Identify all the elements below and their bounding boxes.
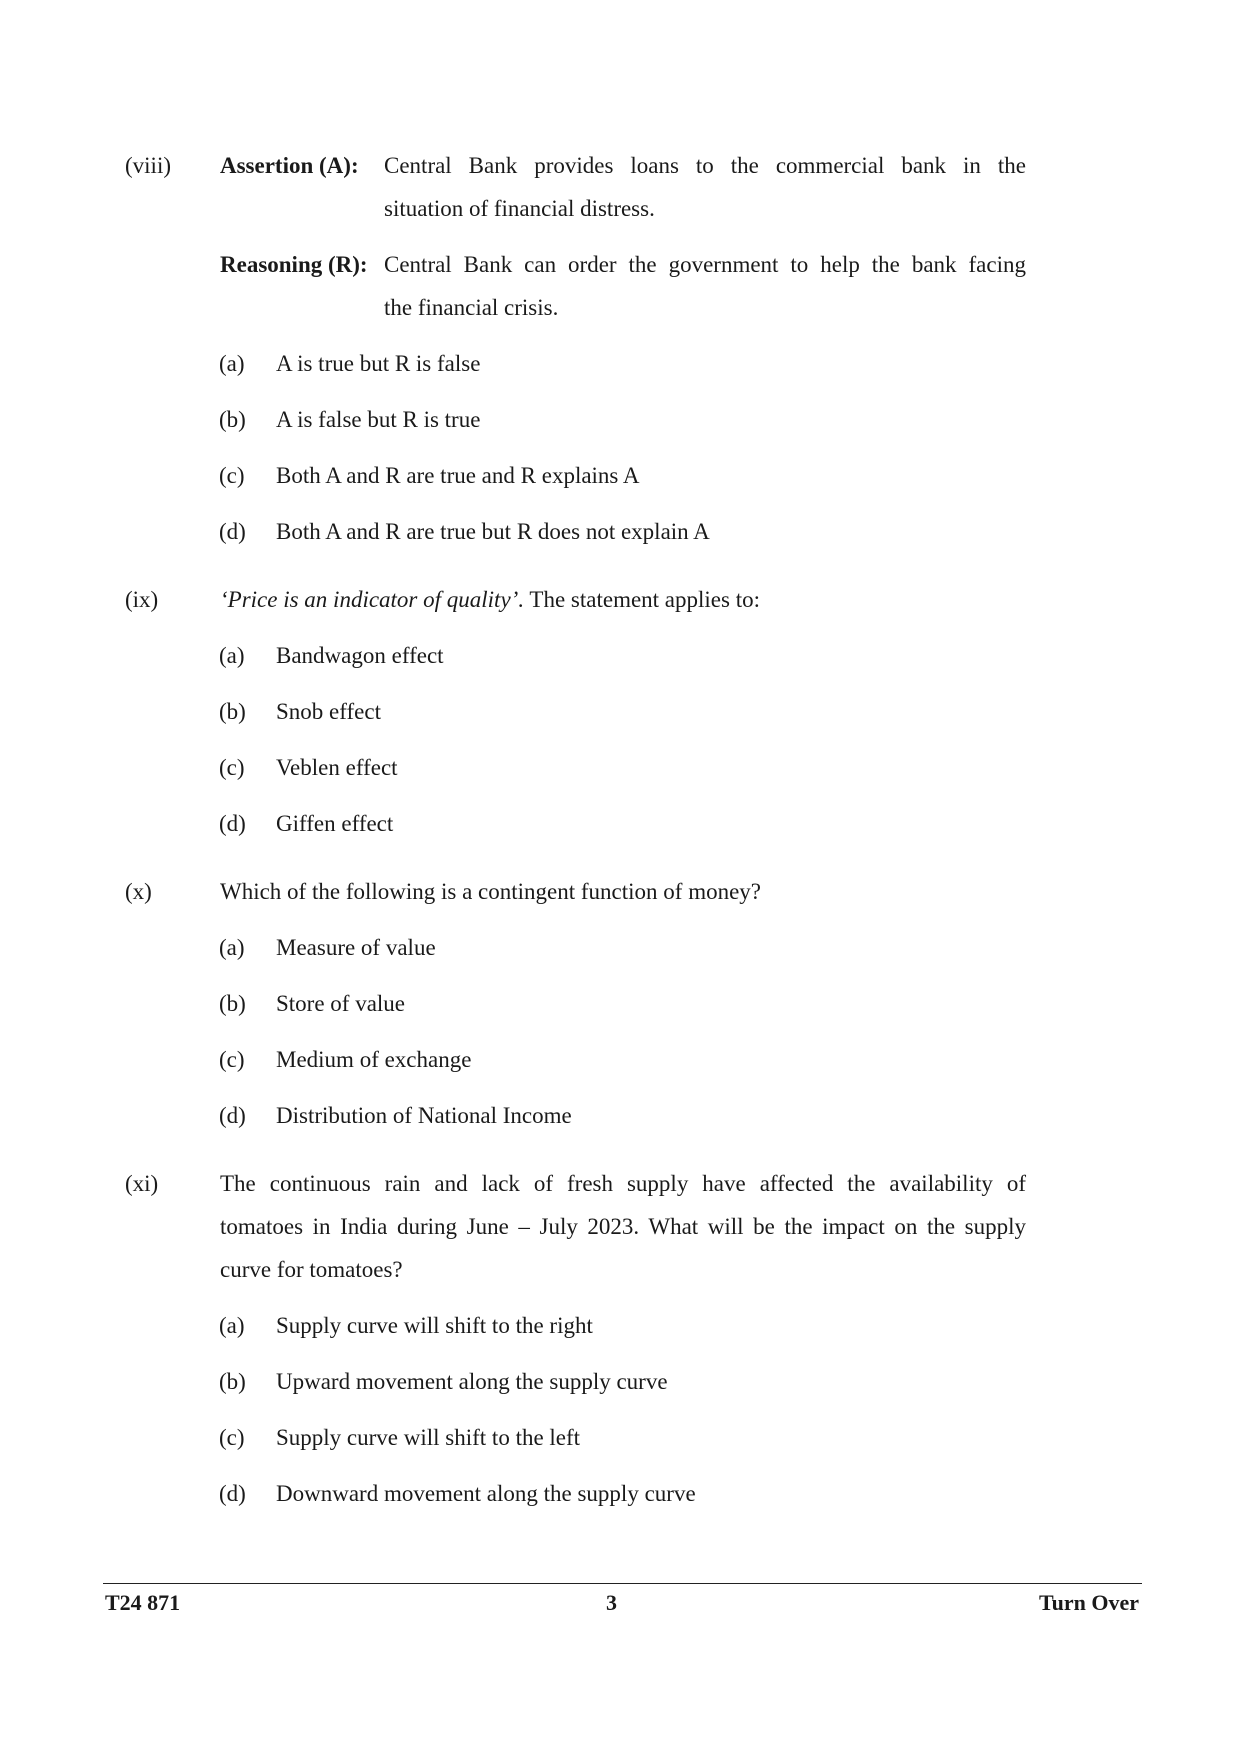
assertion-text-line1: Central Bank provides loans to the commercial bank in the [384,153,1026,178]
reasoning-label: Reasoning (R): [220,252,368,277]
option-label: (a) [219,351,245,376]
reasoning-text-line1: Central Bank can order the government to help the bank facing [384,252,1026,277]
option-label: (a) [219,1313,245,1338]
option-text: Measure of value [276,935,436,960]
option-text: Medium of exchange [276,1047,472,1072]
option-label: (d) [219,1103,246,1128]
option-text: Upward movement along the supply curve [276,1369,668,1394]
option-label: (a) [219,643,245,668]
option-text: Distribution of National Income [276,1103,572,1128]
question-text: Which of the following is a contingent function of money? [220,879,762,904]
question-text [220,586,760,613]
option-text: Both A and R are true but R does not explain A [276,519,710,544]
question-text-line3: curve for tomatoes? [220,1257,403,1282]
option-label: (c) [219,1425,245,1450]
option-label: (a) [219,935,245,960]
option-label: (b) [219,407,246,432]
option-text: Bandwagon effect [276,643,444,668]
question-text-line1: The continuous rain and lack of fresh supply have affected the availability of [220,1171,1026,1196]
paper-code: T24 871 [105,1590,181,1615]
reasoning-text-line2: the financial crisis. [384,295,559,320]
question-quote: ‘Price is an indicator of quality’. [220,587,525,612]
option-label: (d) [219,519,246,544]
option-text: Supply curve will shift to the left [276,1425,581,1450]
option-label: (b) [219,991,246,1016]
option-label: (c) [219,1047,245,1072]
assertion-label: Assertion (A): [220,153,359,178]
question-number-xi: (xi) [125,1171,159,1196]
question-rest: The statement applies to: [524,587,760,612]
option-label: (c) [219,755,245,780]
turn-over-label: Turn Over [1038,1590,1139,1615]
option-text: Downward movement along the supply curve [276,1481,696,1506]
question-number-ix: (ix) [125,587,159,612]
option-label: (b) [219,1369,246,1394]
question-text-line2: tomatoes in India during June – July 2023. What will be the impact on the supply [220,1214,1026,1239]
option-text: Veblen effect [276,755,398,780]
option-label: (d) [219,1481,246,1506]
option-text: Both A and R are true and R explains A [276,463,640,488]
option-label: (c) [219,463,245,488]
option-text: Supply curve will shift to the right [276,1313,593,1338]
option-text: A is false but R is true [276,407,481,432]
assertion-text-line2: situation of financial distress. [384,196,655,221]
option-label: (d) [219,811,246,836]
page-number: 3 [606,1590,617,1615]
question-number-viii: (viii) [125,153,171,178]
option-label: (b) [219,699,246,724]
option-text: A is true but R is false [276,351,481,376]
question-number-x: (x) [125,879,152,904]
option-text: Giffen effect [276,811,394,836]
option-text: Store of value [276,991,406,1016]
footer-divider [103,1583,1142,1584]
option-text: Snob effect [276,699,381,724]
